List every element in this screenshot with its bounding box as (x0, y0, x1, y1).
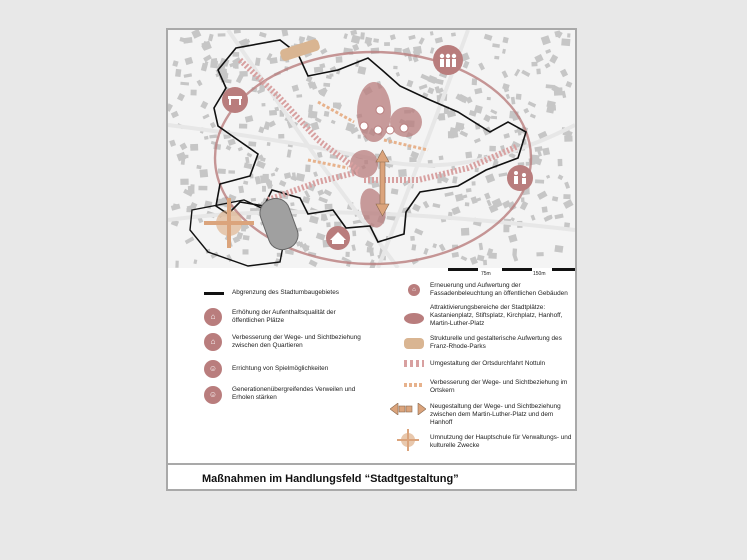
legend-item-path: Verbesserung der Wege- und Sichtbeziehung im Ortskern (430, 379, 568, 394)
bench-icon: ⌂ (204, 308, 222, 326)
footer (168, 463, 575, 491)
houses-icon: ⌂ (204, 333, 222, 351)
boundary-line-icon (204, 292, 224, 295)
legend-item-generations: Generationenübergreifendes Verweilen und Erholen stärken (232, 386, 356, 401)
activation-area-icon (404, 313, 424, 324)
school-reuse-icon (397, 429, 419, 451)
legend-item-double-arrow: Neugestaltung der Wege- und Sichtbeziehung zwischen dem Martin-Luther-Platz und dem Hanhoff (430, 403, 561, 426)
legend-item-boundary: Abgrenzung des Stadtumbaugebietes (232, 289, 339, 296)
facade-lighting-icon: ⌂ (408, 284, 420, 296)
legend-item-houses: Verbesserung der Wege- und Sichtbeziehung zwischen den Quartieren (232, 334, 361, 349)
plan-sheet (166, 28, 577, 491)
legend-item-facade: Erneuerung und Aufwertung der Fassadenbeleuchtung an öffentlichen Gebäuden (430, 282, 568, 297)
path-arrow-icon (404, 383, 424, 387)
scale-label-150: 150m (533, 271, 546, 277)
playground-icon: ☺ (204, 360, 222, 378)
through-road-icon (404, 360, 424, 367)
legend-item-playground: Errichtung von Spielmöglichkeiten (232, 365, 329, 372)
legend-item-park: Strukturelle und gestalterische Aufwertung des Franz-Rhode-Parks (430, 335, 562, 350)
legend-item-activation: Attraktivierungsbereiche der Stadtplätze: Kastanienplatz, Stiftsplatz, Kirchplatz, Hanhoff, Martin-Luther-Platz (430, 304, 563, 327)
scale-label-75: 75m (481, 271, 491, 277)
legend-item-school: Umnutzung der Hauptschule für Verwaltungs- und kulturelle Zwecke (430, 434, 572, 449)
scale-bar (448, 268, 575, 277)
generations-icon: ☺ (204, 386, 222, 404)
double-arrow-icon (390, 403, 426, 415)
footer-title: Maßnahmen im Handlungsfeld “Stadtgestaltung” (202, 473, 459, 485)
park-area-icon (404, 338, 424, 349)
site-map (168, 30, 575, 268)
legend-item-through-road: Umgestaltung der Ortsdurchfahrt Nottuln (430, 360, 546, 367)
legend-item-bench: Erhöhung der Aufenthaltsqualität der öffentlichen Plätze (232, 309, 336, 324)
